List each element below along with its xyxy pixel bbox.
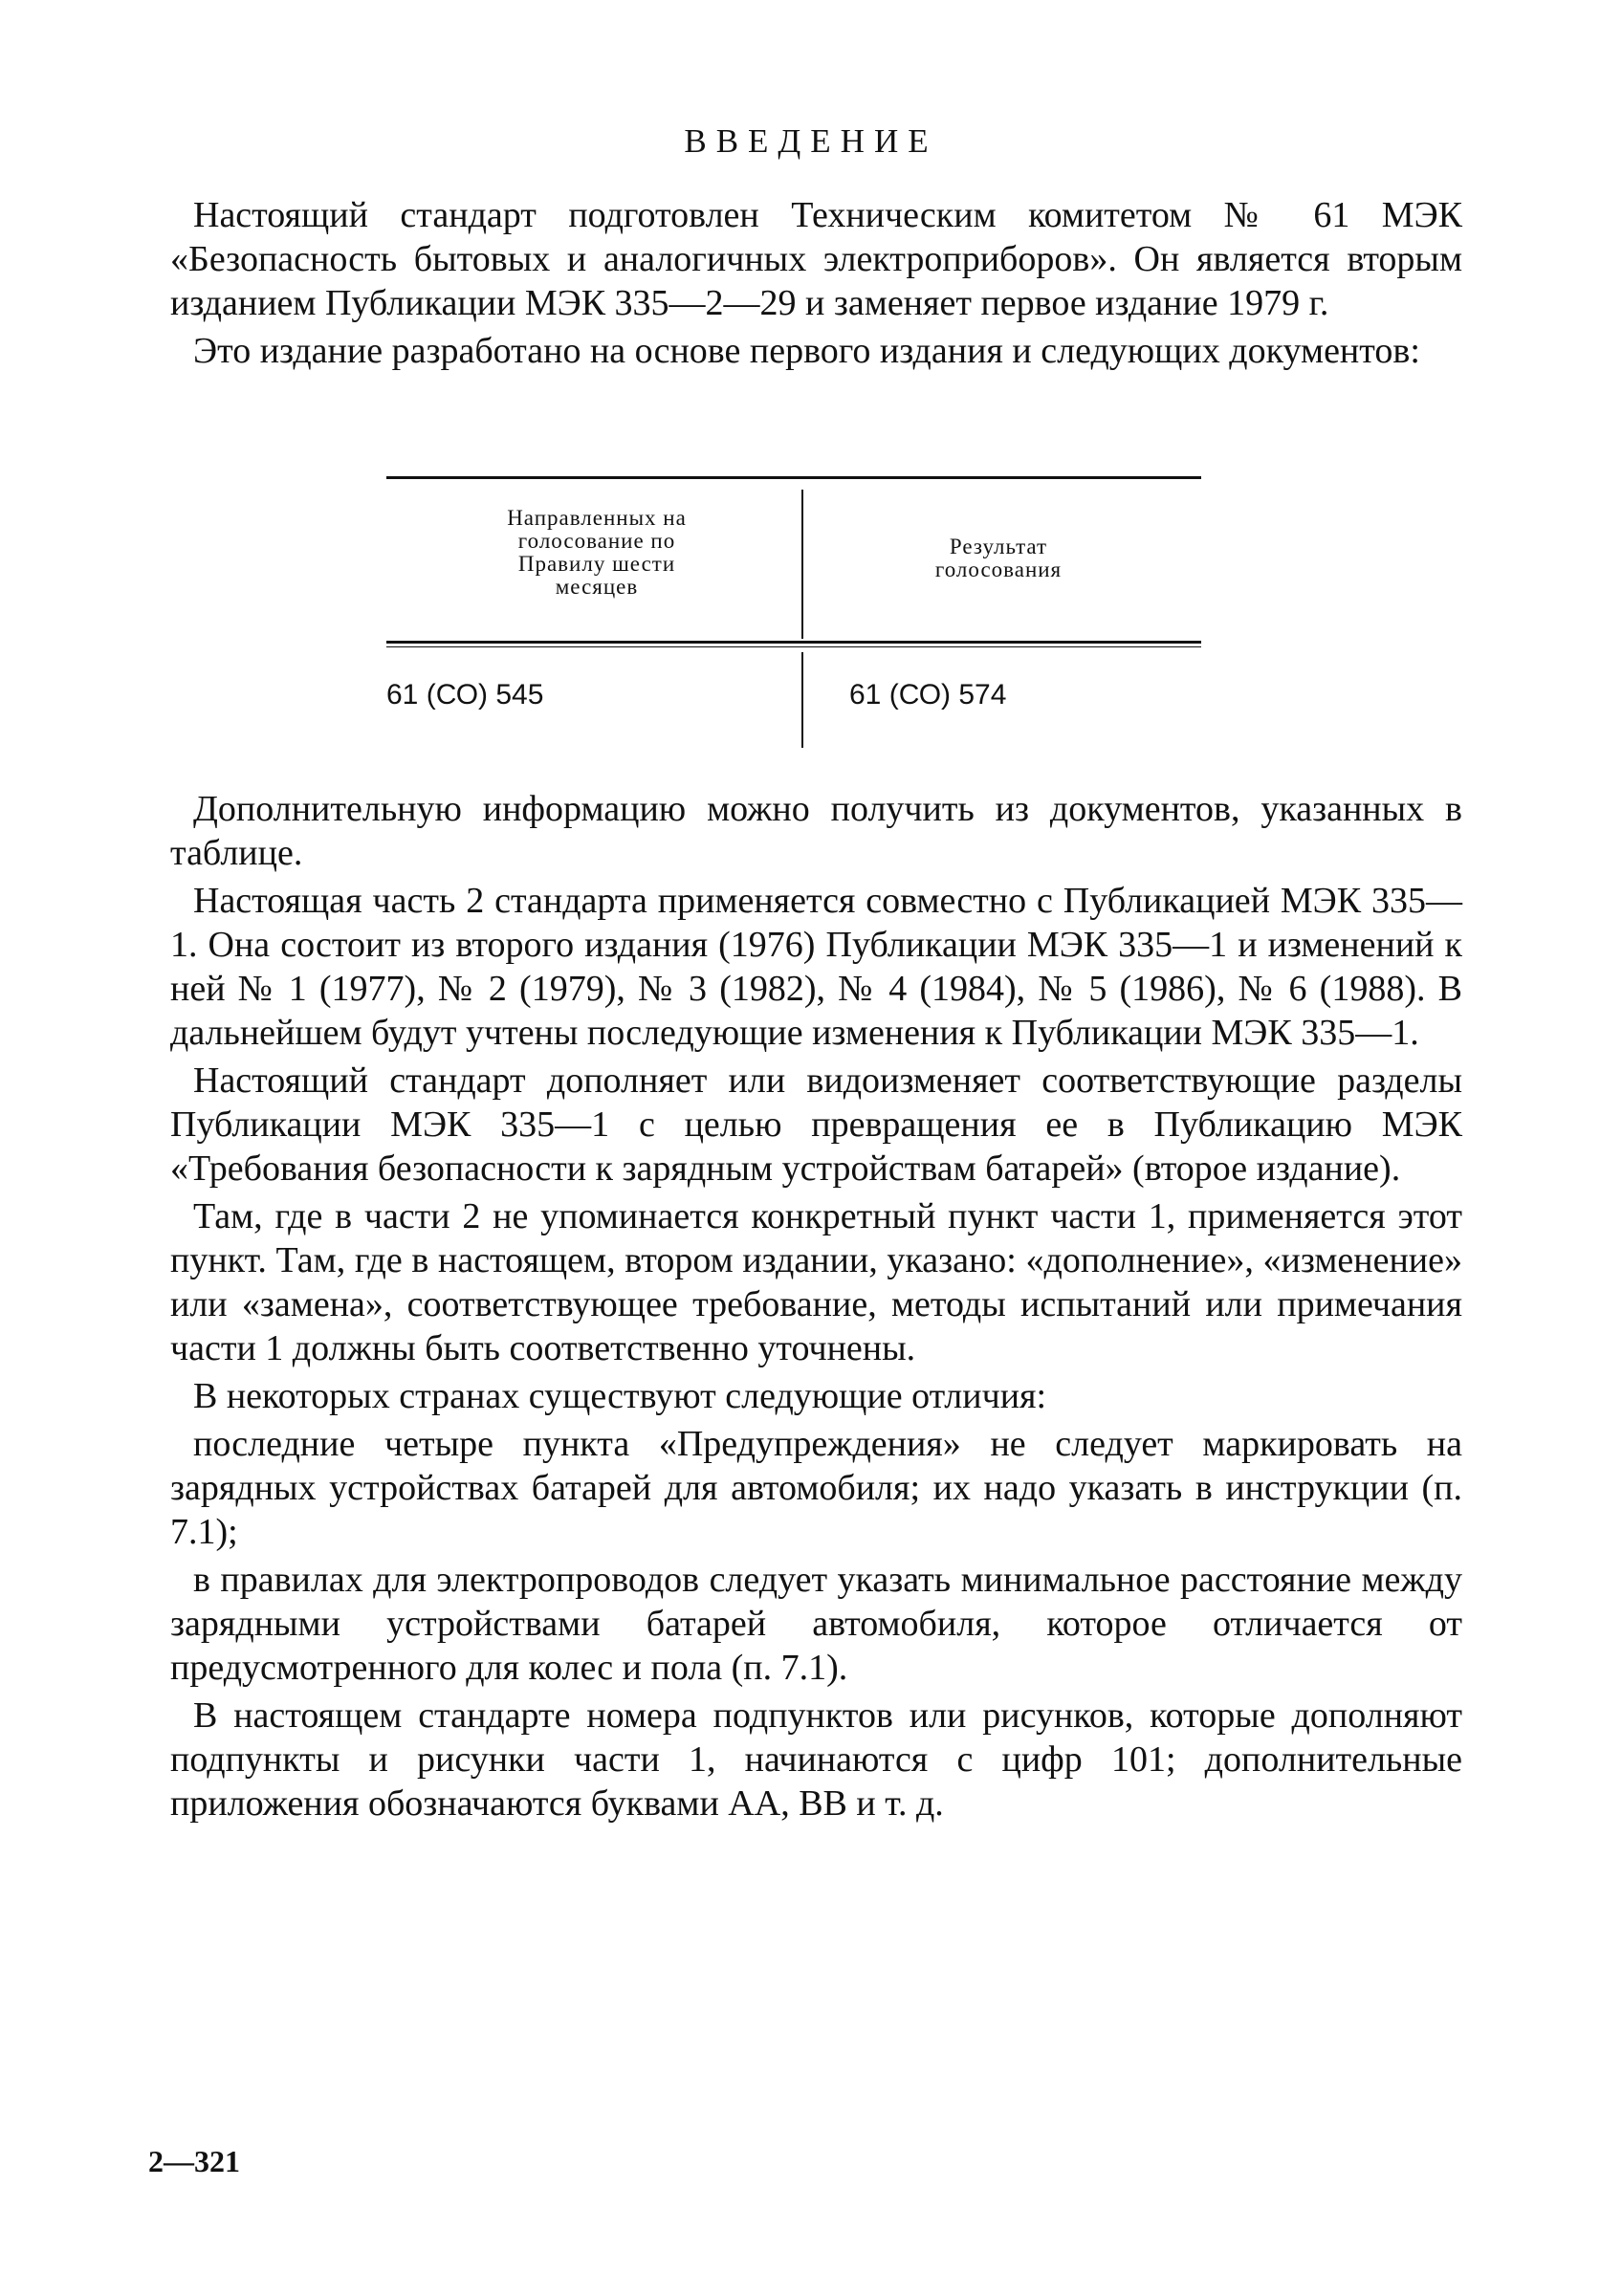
table-header-col1-line: голосование по — [517, 529, 676, 553]
table-header-col2 — [817, 536, 1180, 581]
table-header-rule-thin — [386, 646, 1201, 647]
body-paragraph-7: в правилах для электропроводов следует указать минимальное расстояние между зарядными устройствами батарей автомобиля, которое отличается от предусмотренного для колес и пола (п. 7.1). — [170, 1560, 1462, 1688]
intro-paragraph-2: Это издание разработано на основе первого издания и следующих документов: — [193, 331, 1420, 371]
table-header-col2-line: голосования — [934, 558, 1063, 581]
intro-paragraph-1: Настоящий стандарт подготовлен Техническим комитетом № 61 МЭК «Безопасность бытовых и аналогичных электроприборов». Он является вторым изданием Публикации МЭК 335—2—29 и заменяет первое издание 1979 г. — [170, 195, 1462, 323]
table-cell-col1: 61 (СО) 545 — [386, 679, 544, 711]
table-header-col1-line: Направленных на — [507, 506, 687, 530]
page-number: 2—321 — [148, 2144, 240, 2178]
main-text — [170, 787, 1462, 1826]
table-header-col1-line: Правилу шести — [517, 552, 676, 576]
body-paragraph-6: последние четыре пункта «Предупреждения» не следует маркировать на зарядных устройствах батарей для автомобиля; их надо указать в инструкции (п. 7.1); — [170, 1424, 1462, 1552]
table-header-rule — [386, 641, 1201, 644]
table-header-col1-line: месяцев — [555, 575, 639, 599]
table-header-col2-line: Результат — [949, 535, 1048, 558]
table-top-rule — [386, 476, 1201, 479]
table-body-divider — [801, 652, 803, 748]
table-cell-col2: 61 (СО) 574 — [849, 679, 1007, 711]
body-paragraph-4: Там, где в части 2 не упоминается конкретный пункт части 1, применяется этот пункт. Там, где в настоящем, втором издании, указано: «дополнение», «изменение» или «замена», соответствующее требование, методы испытаний или примечания части 1 должны быть соответственно уточнены. — [170, 1196, 1462, 1368]
body-paragraph-1: Дополнительную информацию можно получить из документов, указанных в таблице. — [170, 789, 1462, 873]
intro-text — [170, 193, 1462, 373]
page-heading: ВВЕДЕНИЕ — [684, 122, 938, 160]
table-header-col1 — [415, 507, 778, 599]
table-header-divider — [801, 490, 803, 639]
body-paragraph-3: Настоящий стандарт дополняет или видоизменяет соответствующие разделы Публикации МЭК 335—1 с целью превращения ее в Публикацию МЭК «Требования безопасности к зарядным устройствам батарей» (второе издание). — [170, 1061, 1462, 1189]
body-paragraph-2: Настоящая часть 2 стандарта применяется совместно с Публикацией МЭК 335—1. Она состоит из второго издания (1976) Публикации МЭК 335—1 и изменений к ней № 1 (1977), № 2 (1979), № 3 (1982), № 4 (1984), № 5 (1986), № 6 (1988). В дальнейшем будут учтены последующие изменения к Публикации МЭК 335—1. — [170, 881, 1462, 1053]
body-paragraph-8: В настоящем стандарте номера подпунктов или рисунков, которые дополняют подпункты и рисунки части 1, начинаются с цифр 101; дополнительные приложения обозначаются буквами АА, ВВ и т. д. — [170, 1695, 1462, 1824]
documents-table — [386, 476, 1201, 759]
body-paragraph-5: В некоторых странах существуют следующие отличия: — [193, 1376, 1047, 1416]
